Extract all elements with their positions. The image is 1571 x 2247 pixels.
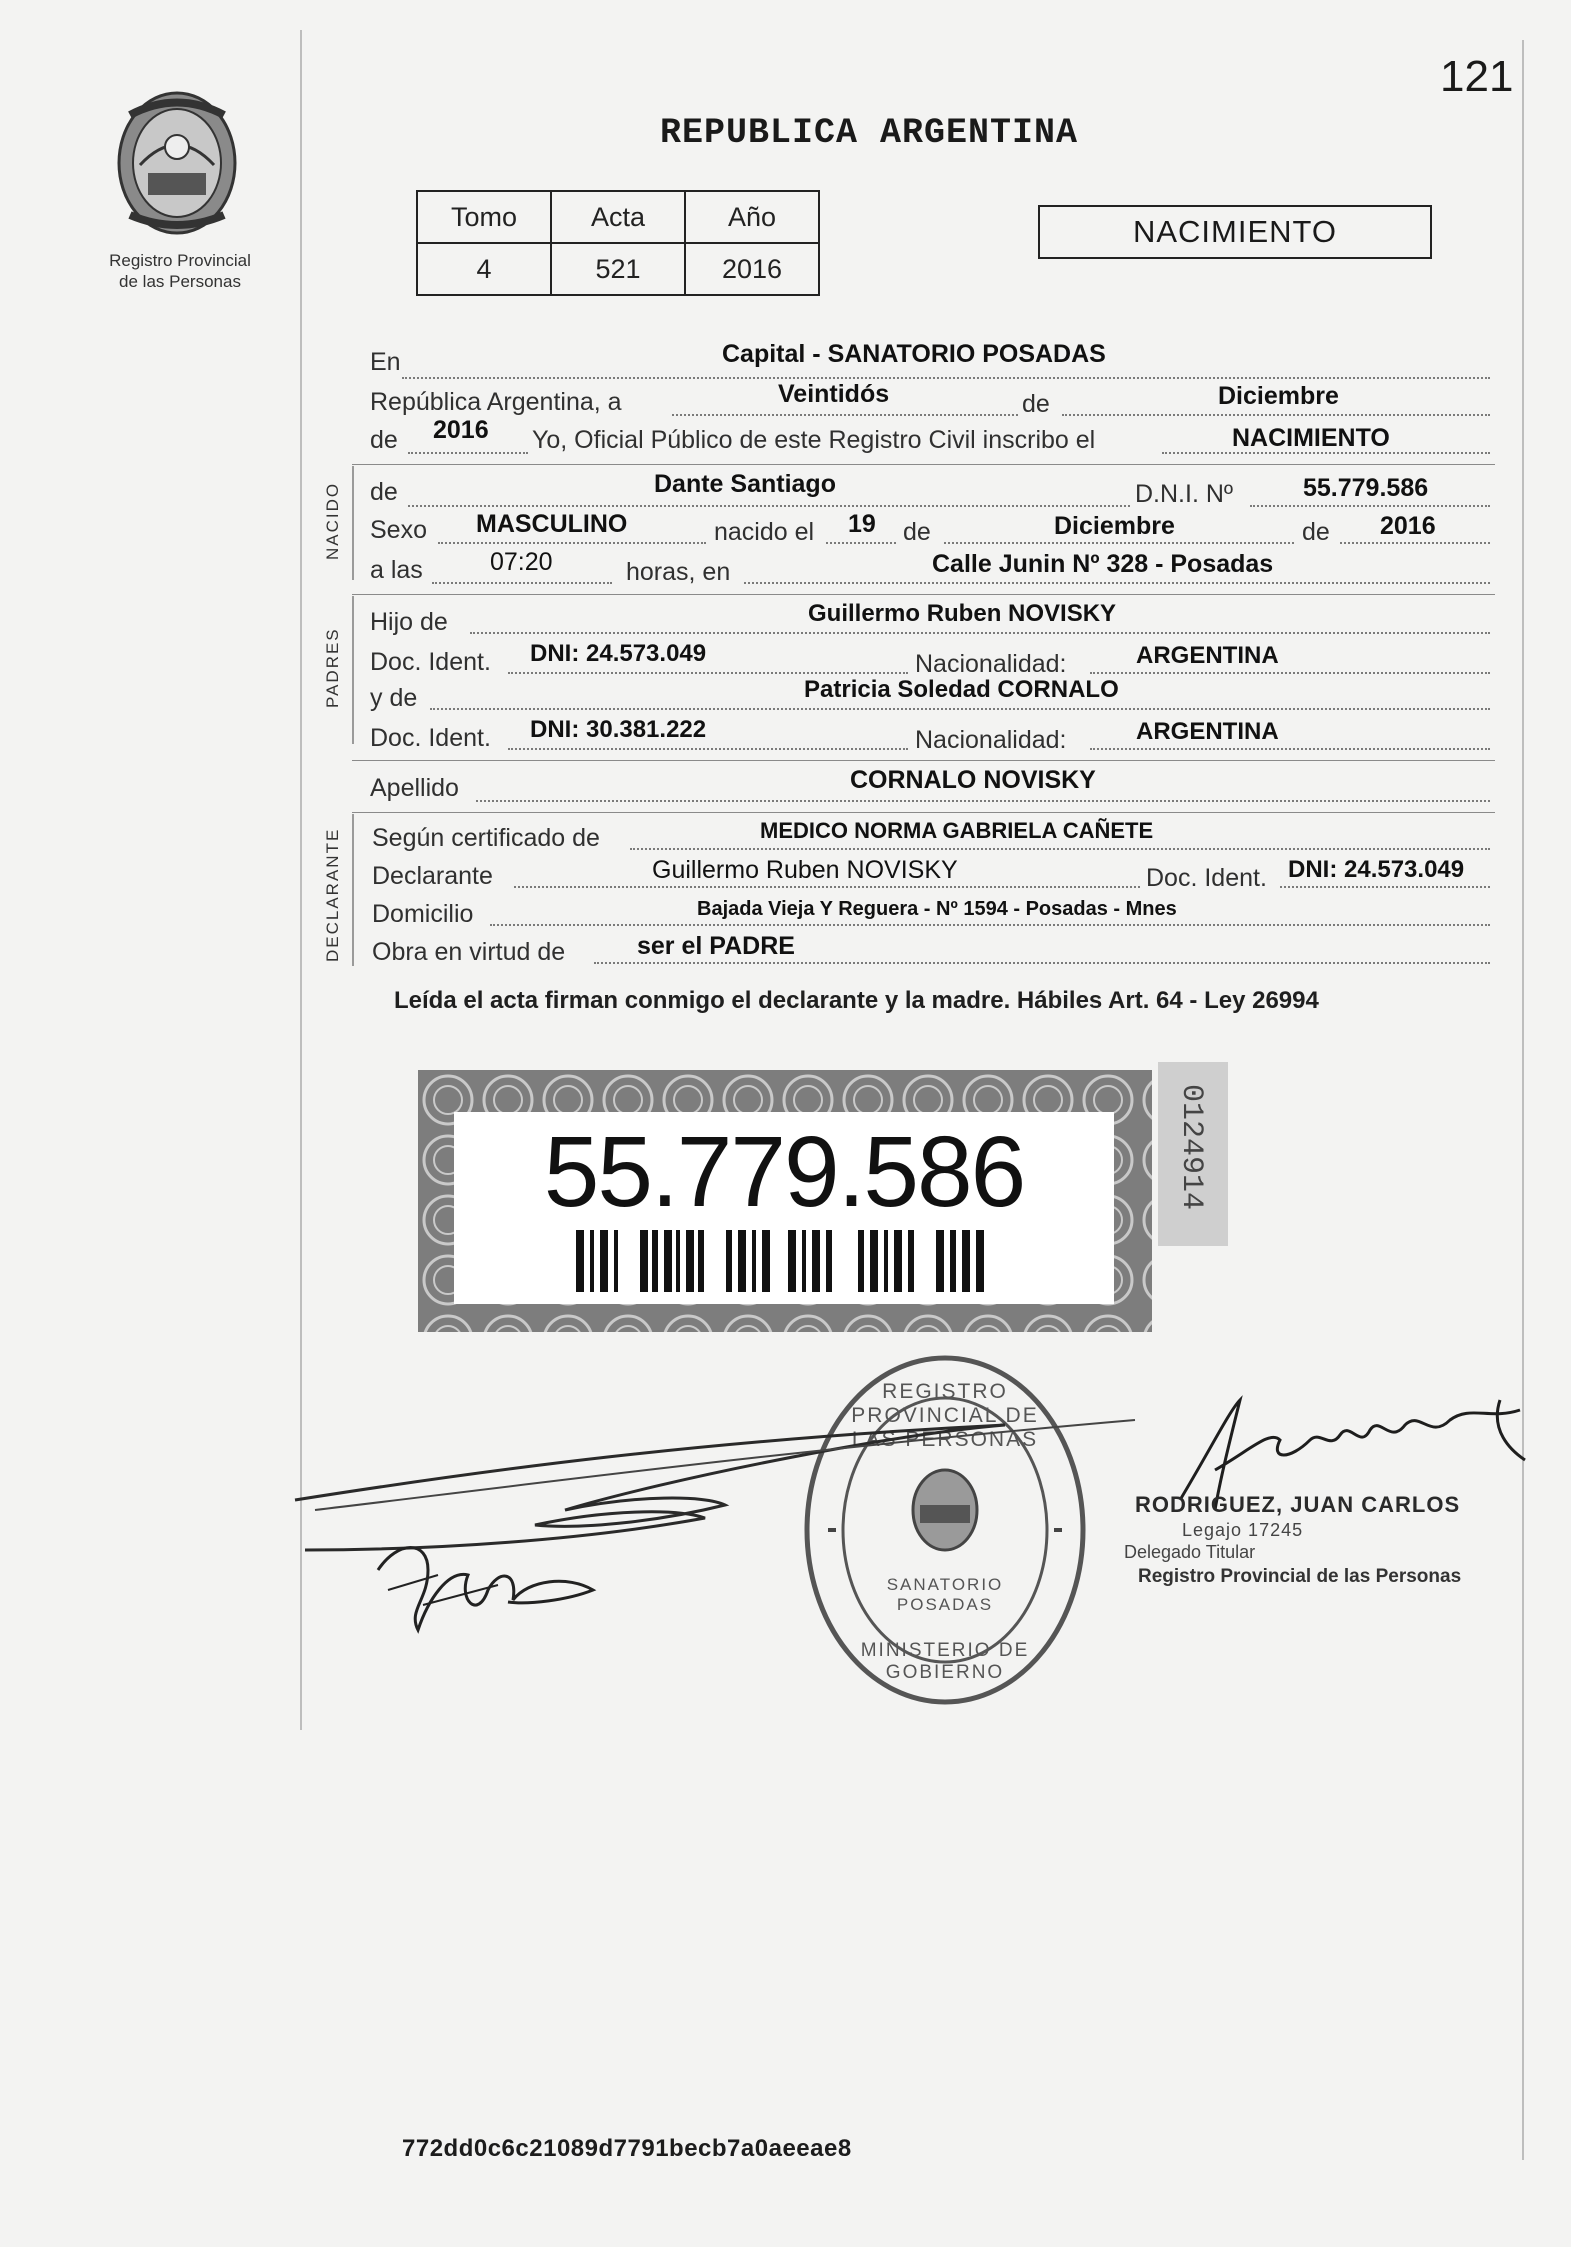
place-value: Capital - SANATORIO POSADAS bbox=[722, 340, 1106, 368]
stamp-bottom-text: MINISTERIO DE GOBIERNO bbox=[860, 1640, 1030, 1683]
section-bracket bbox=[352, 466, 354, 580]
en-label: En bbox=[370, 348, 401, 376]
section-bracket bbox=[352, 814, 354, 966]
dotted-line bbox=[490, 924, 1490, 926]
dotted-line bbox=[430, 708, 1490, 710]
birth-address-value: Calle Junin Nº 328 - Posadas bbox=[932, 550, 1274, 578]
de-label: de bbox=[1302, 518, 1330, 546]
dotted-line bbox=[944, 542, 1294, 544]
segun-certificado-label: Según certificado de bbox=[372, 824, 600, 852]
acta-value: 521 bbox=[551, 243, 685, 295]
nacido-de-label: de bbox=[370, 478, 398, 506]
section-divider bbox=[352, 812, 1495, 813]
nacionalidad-label: Nacionalidad: bbox=[915, 726, 1067, 754]
declarante-section-label: DECLARANTE bbox=[323, 827, 342, 962]
doc-ident-label: Doc. Ident. bbox=[370, 648, 491, 676]
dotted-line bbox=[408, 452, 528, 454]
dotted-line bbox=[438, 542, 706, 544]
birth-month-value: Diciembre bbox=[1054, 512, 1175, 540]
section-divider bbox=[352, 464, 1495, 465]
doc-ident-label: Doc. Ident. bbox=[370, 724, 491, 752]
de-label: de bbox=[1022, 390, 1050, 418]
certificate-value: MEDICO NORMA GABRIELA CAÑETE bbox=[760, 818, 1154, 843]
closing-note: Leída el acta firman conmigo el declarante y la madre. Hábiles Art. 64 - Ley 26994 bbox=[394, 987, 1319, 1014]
barcode bbox=[576, 1230, 992, 1292]
dni-label: D.N.I. Nº bbox=[1135, 480, 1234, 508]
official-role: Delegado Titular bbox=[1124, 1542, 1256, 1562]
dotted-line bbox=[408, 505, 1130, 507]
mother-nationality-value: ARGENTINA bbox=[1136, 718, 1279, 745]
sticker-number: 55.779.586 bbox=[543, 1116, 1025, 1228]
dotted-line bbox=[1340, 542, 1490, 544]
month-value: Diciembre bbox=[1218, 382, 1339, 410]
document-hash: 772dd0c6c21089d7791becb7a0aeeae8 bbox=[402, 2135, 852, 2162]
time-value: 07:20 bbox=[490, 548, 553, 576]
nacionalidad-label: Nacionalidad: bbox=[915, 650, 1067, 678]
obra-value: ser el PADRE bbox=[637, 932, 795, 960]
serial-strip bbox=[1158, 1062, 1228, 1246]
birth-year-value: 2016 bbox=[1380, 512, 1436, 540]
father-doc-value: DNI: 24.573.049 bbox=[530, 640, 707, 667]
dotted-line bbox=[630, 848, 1490, 850]
dotted-line bbox=[476, 800, 1490, 802]
de-label: de bbox=[903, 518, 931, 546]
dotted-line bbox=[432, 582, 612, 584]
official-name: RODRIGUEZ, JUAN CARLOS bbox=[1135, 1492, 1461, 1517]
official-legajo: Legajo 17245 bbox=[1182, 1520, 1304, 1540]
padres-section-label: PADRES bbox=[323, 627, 342, 708]
child-name-value: Dante Santiago bbox=[654, 470, 836, 498]
registry-line-1: Registro Provincial bbox=[109, 251, 251, 270]
father-nationality-value: ARGENTINA bbox=[1136, 642, 1279, 669]
dotted-line bbox=[1280, 886, 1490, 888]
declarante-label: Declarante bbox=[372, 862, 493, 890]
stamp-outer-text: REGISTRO PROVINCIAL DE LAS PERSONAS bbox=[851, 1380, 1039, 1451]
republica-label: República Argentina, a bbox=[370, 388, 622, 416]
sexo-value: MASCULINO bbox=[476, 510, 628, 538]
nacido-section-label: NACIDO bbox=[323, 481, 342, 560]
stamp-inner-text: SANATORIO POSADAS bbox=[886, 1575, 1004, 1614]
y-de-label: y de bbox=[370, 684, 418, 712]
acta-header: Acta bbox=[551, 191, 685, 243]
tomo-value: 4 bbox=[417, 243, 551, 295]
registry-line-2: de las Personas bbox=[119, 272, 241, 291]
horas-en-label: horas, en bbox=[626, 558, 731, 586]
dotted-line bbox=[594, 962, 1490, 964]
dotted-line bbox=[744, 582, 1490, 584]
year-value: 2016 bbox=[433, 416, 489, 444]
anio-header: Año bbox=[685, 191, 819, 243]
mother-doc-value: DNI: 30.381.222 bbox=[530, 716, 707, 743]
record-table-value-row bbox=[417, 243, 819, 295]
a-las-label: a las bbox=[370, 556, 423, 584]
mother-name-value: Patricia Soledad CORNALO bbox=[804, 676, 1119, 703]
obra-label: Obra en virtud de bbox=[372, 938, 566, 966]
official-registry: Registro Provincial de las Personas bbox=[1138, 1566, 1462, 1587]
serial-number: 0124914 bbox=[1174, 1084, 1208, 1211]
nacido-el-label: nacido el bbox=[714, 518, 815, 546]
child-dni-value: 55.779.586 bbox=[1303, 474, 1429, 502]
dotted-line bbox=[508, 672, 908, 674]
doc-ident-label: Doc. Ident. bbox=[1146, 864, 1267, 892]
anio-value: 2016 bbox=[685, 243, 819, 295]
dotted-line bbox=[470, 632, 1490, 634]
dotted-line bbox=[514, 886, 1140, 888]
apellido-label: Apellido bbox=[370, 774, 459, 802]
domicilio-value: Bajada Vieja Y Reguera - Nº 1594 - Posadas - Mnes bbox=[697, 898, 1177, 920]
dotted-line bbox=[1250, 505, 1490, 507]
tomo-header: Tomo bbox=[417, 191, 551, 243]
birth-day-value: 19 bbox=[848, 510, 876, 538]
record-table bbox=[416, 190, 820, 296]
registry-caption bbox=[92, 250, 268, 292]
dotted-line bbox=[1062, 414, 1490, 416]
dotted-line bbox=[508, 748, 908, 750]
record-table-header-row bbox=[417, 191, 819, 243]
section-bracket bbox=[352, 596, 354, 744]
apellido-value: CORNALO NOVISKY bbox=[850, 766, 1096, 794]
dni-security-sticker bbox=[418, 1070, 1152, 1332]
domicilio-label: Domicilio bbox=[372, 900, 474, 928]
hijo-de-label: Hijo de bbox=[370, 608, 448, 636]
dotted-line bbox=[1090, 672, 1490, 674]
section-divider bbox=[352, 594, 1495, 595]
day-words-value: Veintidós bbox=[778, 380, 890, 408]
dotted-line bbox=[1090, 748, 1490, 750]
sexo-label: Sexo bbox=[370, 516, 427, 544]
declarante-doc-value: DNI: 24.573.049 bbox=[1288, 856, 1465, 883]
section-divider bbox=[352, 760, 1495, 761]
act-type-box: NACIMIENTO bbox=[1038, 205, 1432, 259]
father-name-value: Guillermo Ruben NOVISKY bbox=[808, 600, 1117, 627]
dotted-line bbox=[672, 414, 1018, 416]
yo-text: Yo, Oficial Público de este Registro Civil inscribo el bbox=[532, 426, 1096, 454]
country-title: REPUBLICA ARGENTINA bbox=[660, 113, 1079, 153]
dotted-line bbox=[402, 377, 1490, 379]
act-value: NACIMIENTO bbox=[1232, 424, 1390, 452]
province-logo bbox=[110, 85, 245, 240]
de2-label: de bbox=[370, 426, 398, 454]
declarante-value: Guillermo Ruben NOVISKY bbox=[652, 856, 958, 884]
right-margin-line bbox=[1522, 40, 1524, 2160]
mother-signature bbox=[368, 1530, 598, 1640]
dotted-line bbox=[826, 542, 896, 544]
page-number: 121 bbox=[1440, 52, 1514, 101]
